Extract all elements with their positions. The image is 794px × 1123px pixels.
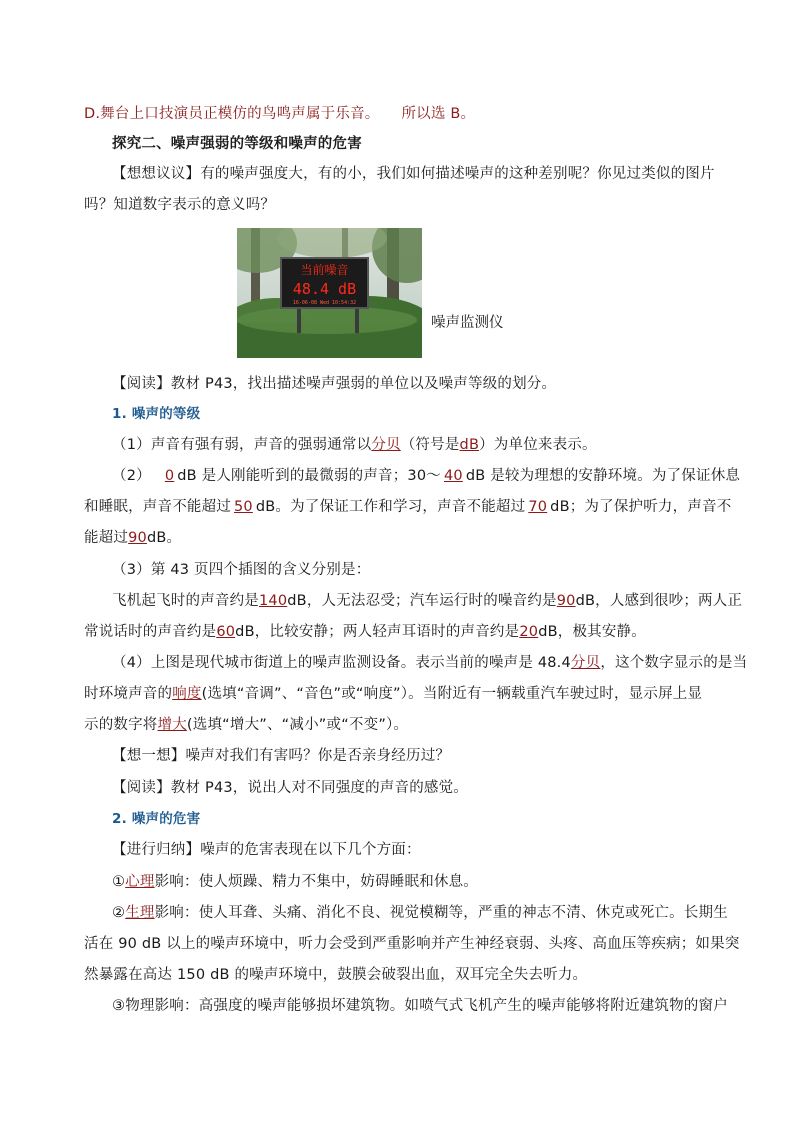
harm-physio: ②生理影响：使人耳聋、头痛、消化不良、视觉模糊等，严重的神志不清、休克或死亡。长期生 (112, 905, 728, 921)
answer-loudness: 响度 (172, 686, 202, 702)
answer-50: 50 (234, 499, 253, 515)
item-4: （4）上图是现代城市街道上的噪声监测设备。表示当前的噪声是 48.4分贝，这个数字显示的是当 (112, 655, 748, 671)
item-2-cont: 和睡眠，声音不能超过 50 dB。为了保证工作和学习，声音不能超过 70 dB；为了保护听力，声音不 (84, 499, 732, 515)
answer-140: 140 (259, 593, 288, 609)
item-2: （2） 0 dB 是人刚能听到的最微弱的声音；30～ 40 dB 是较为理想的安静环境。为了保证休息 (112, 468, 741, 484)
item-4-line-2: 时环境声音的响度(选填“音调”、“音色”或“响度”）。当附近有一辆载重汽车驶过时，显示屏上显 (84, 686, 703, 702)
section-heading: 探究二、噪声强弱的等级和噪声的危害 (112, 136, 362, 152)
sign-date: 16-06-08 Wed 10:54:32 (292, 300, 357, 306)
answer-physiological: 生理 (125, 905, 155, 921)
think-line: 【想一想】噪声对我们有害吗？你是否亲身经历过？ (112, 748, 451, 764)
item-2-end: 能超过90dB。 (84, 530, 182, 546)
answer-40: 40 (443, 468, 463, 484)
item-4-line-3: 示的数字将增大(选填“增大”、“减小”或“不变”）。 (84, 717, 409, 733)
noise-monitor-image (237, 228, 422, 358)
answer-unit: 分贝 (371, 437, 401, 453)
discussion-line-2: 吗？知道数字表示的意义吗？ (84, 197, 276, 213)
harm-physio-line-3: 然暴露在高达 150 dB 的噪声环境中，鼓膜会破裂出血，双耳完全失去听力。 (84, 967, 588, 983)
discussion-line-1: 【想想议议】有的噪声强度大，有的小，我们如何描述噪声的这种差别呢？你见过类似的图片 (112, 166, 715, 182)
sign-value: 48.4 dB (292, 280, 357, 298)
answer-increase: 增大 (157, 717, 187, 733)
item-1: （1）声音有强有弱，声音的强弱通常以分贝（符号是dB）为单位来表示。 (112, 437, 597, 453)
answer-symbol: dB (459, 437, 480, 453)
option-d-line (84, 104, 714, 124)
option-d-text: D.舞台上口技演员正模仿的鸟鸣声属于乐音。 (84, 106, 380, 122)
harm-physio-line-2: 活在 90 dB 以上的噪声环境中，听力会受到严重影响并产生神经衰弱、头疼、高血压等疾病；如果突 (84, 936, 740, 952)
answer-car-90: 90 (556, 593, 576, 609)
subheading-noise-harm: 2. 噪声的危害 (112, 811, 201, 827)
item-3: （3）第 43 页四个插图的含义分别是： (112, 562, 371, 578)
answer-90: 90 (128, 530, 147, 546)
answer-70: 70 (528, 499, 548, 515)
answer-60: 60 (216, 624, 236, 640)
harm-psych: ①心理影响：使人烦躁、精力不集中，妨碍睡眠和休息。 (112, 874, 479, 890)
answer-0: 0 (164, 468, 175, 484)
subheading-noise-level: 1. 噪声的等级 (112, 406, 201, 422)
answer-20: 20 (519, 624, 539, 640)
item-3-line-1: 飞机起飞时的声音约是140dB，人无法忍受；汽车运行时的噪音约是90dB，人感到很吵；两人正 (112, 593, 743, 609)
photo-caption: 噪声监测仪 (431, 315, 504, 331)
answer-decibel: 分贝 (570, 655, 601, 671)
sign-title: 当前噪音 (300, 263, 349, 277)
noise-monitor-photo (237, 228, 422, 358)
reading-line-2: 【阅读】教材 P43，说出人对不同强度的声音的感觉。 (112, 780, 469, 796)
item-3-line-2: 常说话时的声音约是60dB，比较安静；两人轻声耳语时的声音约是20dB，极其安静。 (84, 624, 646, 640)
reading-line-1: 【阅读】教材 P43，找出描述噪声强弱的单位以及噪声等级的划分。 (112, 376, 557, 392)
harm-physical: ③物理影响：高强度的噪声能够损坏建筑物。如喷气式飞机产生的噪声能够将附近建筑物的窗户 (112, 998, 728, 1014)
answer-note: 所以选 B。 (401, 106, 476, 122)
summary-line: 【进行归纳】噪声的危害表现在以下几个方面： (112, 842, 421, 858)
answer-psychological: 心理 (125, 874, 155, 890)
